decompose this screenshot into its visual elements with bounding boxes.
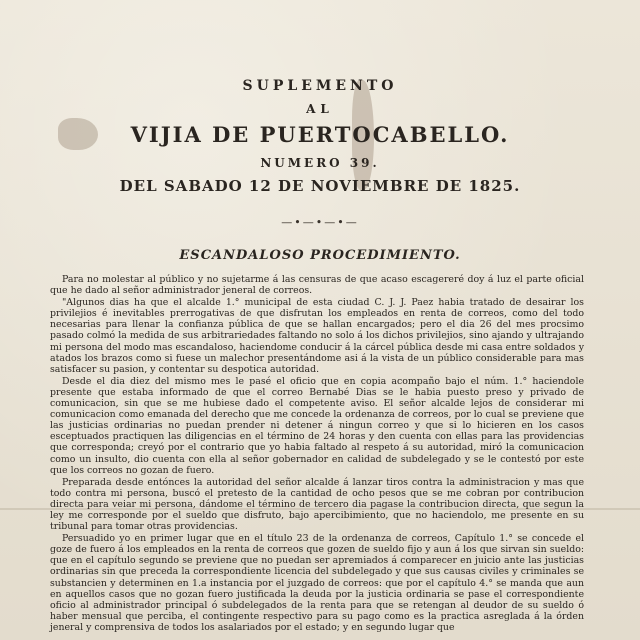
ornament-divider: —•—•—•— [281, 216, 359, 229]
newspaper-title: VIJIA DE PUERTOCABELLO. [130, 122, 510, 147]
preposition-heading: AL [306, 102, 334, 116]
paragraph: "Algunos dias ha que el alcalde 1.° municipal de esta ciudad C. J. J. Paez habia tratado de desairar los privilejios é inevitables prerrogativas de que disfrutan los empleados en renta de correos, como del todo necesarias para llenar la confianza pública de que se hallan encargados; pero el dia 26 del mes procsimo pasado colmó la medida de sus arbitrariedades faltando no solo á los dichos privilejios, sino ajando y ultrajando mi persona del modo mas escandaloso, haciendome conducir á la cárcel pública desde mi casa entre soldados y atados los brazos como si fuese un malechor presentándome asi á la vista de un público considerable para mas satisfacer su pasion, y contentar su despotica autoridad. [50, 297, 584, 375]
issue-date: DEL SABADO 12 DE NOVIEMBRE DE 1825. [119, 177, 521, 195]
supplement-heading: SUPLEMENTO [242, 78, 398, 94]
paragraph: Desde el dia diez del mismo mes le pasé el oficio que en copia acompaño bajo el núm. 1.° haciendole presente que estaba informado de que el correo Bernabé Dias se le habia puesto preso y privado de comunicacion, sin que se me hubiese dado el competente aviso. El señor alcalde lejos de considerar mi comunicacion como emanada del derecho que me concede la ordenanza de correos, por lo cual se previene que las justicias ordinarias no puedan prender ni detener á ningun correo y que si lo hicieren en los casos esceptuados practiquen las diligencias en el término de 24 horas y den cuenta con ellas para las providencias que corresponda; creyó por el contrario que yo habia faltado al respeto á su autoridad, miró la comunicacion como un insulto, dio cuenta con ella al señor gobernador en calidad de subdelegado y se le contestó por este que los correos no gozan de fuero. [50, 375, 584, 476]
article-body [50, 274, 584, 634]
paragraph: Para no molestar al público y no sujetarme á las censuras de que acaso escagereré doy á luz el parte oficial que he dado al señor administrador jeneral de correos. [50, 274, 584, 297]
paragraph: Preparada desde entónces la autoridad del señor alcalde á lanzar tiros contra la administracion y mas que todo contra mi persona, buscó el pretesto de la cantidad de ocho pesos que se me cobran por contribucion directa para veiar mi persona, dándome el término de tercero dia pagase la contribucion directa, que segun la ley me corresponde por el sueldo que disfruto, bajo apercibimiento, que no haciendolo, me presente en su tribunal para tomar otras providencias. [50, 476, 584, 533]
issue-number: NUMERO 39. [260, 156, 380, 170]
paragraph: Persuadido yo en primer lugar que en el título 23 de la ordenanza de correos, Capítulo 1.° se concede el goze de fuero á los empleados en la renta de correos que gozen de sueldo fijo y aun á los que sirvan sin sueldo: que en el capítulo segundo se previene que no puedan ser apremiados á comparecer en juicio ante las justicias ordinarias sin que preceda la correspondiente licencia del subdelegado y que sus causas civiles y criminales se substancien y determinen en 1.a instancia por el juzgado de correos: que por el capítulo 4.° se manda que aun en aquellos casos que no gozan fuero justificada la deuda por la justicia ordinaria se pase el correspondiente oficio al administrador principal ó subdelegados de la renta para que se retengan al deudor de su sueldo ó haber mensual que perciba, el contingente respectivo para su pago como es la practica asreglada á la órden jeneral y comprensiva de todos los asalariados por el estado; y en segundo lugar que [50, 533, 584, 633]
section-title: ESCANDALOSO PROCEDIMIENTO. [179, 248, 461, 263]
